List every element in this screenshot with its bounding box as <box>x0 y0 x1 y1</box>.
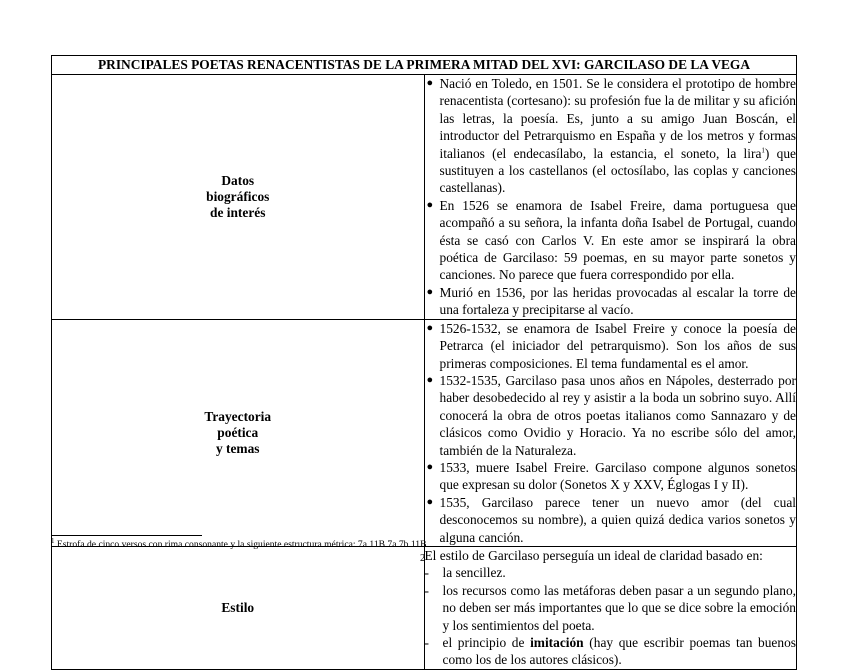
table-row <box>52 546 797 669</box>
bullet-icon: ● <box>426 77 434 89</box>
label-line: de interés <box>210 204 266 220</box>
label-line: y temas <box>215 440 260 456</box>
footnote-ref: 1 <box>761 146 765 155</box>
bullet-icon: ● <box>426 495 434 508</box>
list-item: ● Nació en Toledo, en 1501. Se le considera el prototipo de hombre renacentista (cortesano): su profesión fue la de militar y su afición las letras, la poesía. Es, junto a su amigo Juan Boscán, el introductor del Petrarquismo en España y de los metros y formas italianos (el endecasílabo, la estancia, el soneto, la lira$^1$) que sustituyen a los castellanos (el octosílabo, las coplas y canciones castellanas). <box>426 76 796 196</box>
footnote-mark: 1 <box>51 536 55 545</box>
footnote: $^1$ Estrofa de cinco versos con rima consonante y la siguiente estructura métrica: 7a 11B 7a 7b 11B <box>51 536 427 550</box>
bullet-icon: ● <box>426 373 434 386</box>
list-item: - los recursos como las metáforas deben pasar a un segundo plano, no deben ser más importantes que lo que se dice sobre la emoción y los sentimientos del poeta. <box>424 582 796 633</box>
row-label-trayectoria <box>52 319 425 546</box>
bullet-icon: ● <box>426 198 434 211</box>
row-content-datos <box>424 75 797 320</box>
page-number: 2 <box>420 553 426 564</box>
list-item: ● 1526-1532, se enamora de Isabel Freire y conoce la poesía de Petrarca (el iniciador del petrarquismo). Son los años de sus primeras composiciones. El tema fundamental es el amor. <box>426 320 796 371</box>
table-row <box>52 319 797 546</box>
bullet-icon: ● <box>426 285 434 298</box>
list-item: ● 1533, muere Isabel Freire. Garcilaso compone algunos sonetos que expresan su dolor (Sonetos X y XXV, Églogas I y II). <box>426 459 796 493</box>
list-item: ● 1532-1535, Garcilaso pasa unos años en Nápoles, desterrado por haber desobedecido al rey y asistir a la boda un sobrino suyo. Allí conocerá la obra de otros poetas italianos como Sannazaro y de clásicos como Ovidio y Horacio. Ya no escribe sólo del amor, también de la Naturaleza. <box>426 372 796 458</box>
label-line: Trayectoria <box>204 408 272 424</box>
table-title: PRINCIPALES POETAS RENACENTISTAS DE LA PRIMERA MITAD DEL XVI: GARCILASO DE LA VEGA <box>52 56 797 75</box>
footnote-divider <box>51 535 202 536</box>
emphasis-imitacion: imitación <box>530 635 584 650</box>
bullet-icon: ● <box>426 460 434 473</box>
list-item: - la sencillez. <box>424 565 506 581</box>
dash-icon: - <box>424 635 429 650</box>
bullet-icon: ● <box>426 321 434 334</box>
estilo-intro: El estilo de Garcilaso perseguía un ideal de claridad basado en: <box>424 547 763 563</box>
table-row <box>52 75 797 320</box>
label-line: biográficos <box>206 188 270 204</box>
row-label-datos <box>52 75 425 320</box>
poets-table <box>51 55 797 670</box>
list-item: ● En 1526 se enamora de Isabel Freire, dama portuguesa que acompañó a su señora, la infanta doña Isabel de Portugal, cuando ésta se casó con Carlos V. En este amor se inspirará la obra poética de Garcilaso: 59 poemas, en su mayor parte sonetos y canciones. No parece que fuera correspondido por ella. <box>426 197 796 283</box>
row-label-estilo: Estilo <box>52 546 425 669</box>
label-line: Datos <box>221 172 255 188</box>
dash-icon: - <box>424 582 429 598</box>
row-content-trayectoria <box>424 319 797 546</box>
row-content-estilo <box>424 546 797 669</box>
list-item: ● 1535, Garcilaso parece tener un nuevo amor (del cual desconocemos su nombre), a quien quizá dedica varios sonetos y alguna canción. <box>426 494 796 545</box>
dash-icon: - <box>424 565 429 581</box>
list-item: - el principio de imitación (hay que escribir poemas tan buenos como los de los autores clásicos). <box>424 635 796 668</box>
list-item: ● Murió en 1536, por las heridas provocadas al escalar la torre de una fortaleza y precipitarse al vacío. <box>426 284 796 318</box>
label-line: poética <box>217 424 259 440</box>
